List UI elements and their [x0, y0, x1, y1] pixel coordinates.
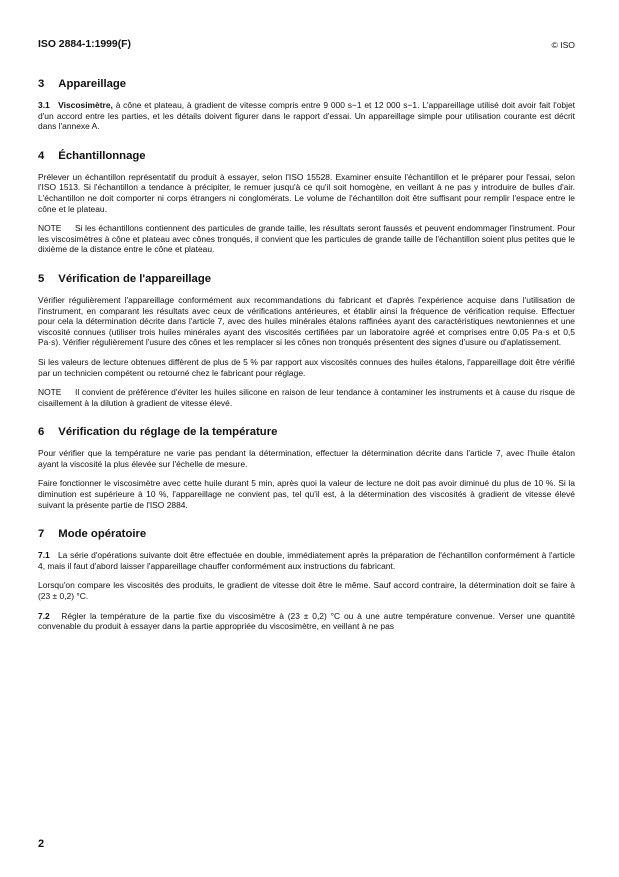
section-5-title: Vérification de l'appareillage	[58, 272, 212, 285]
section-4-number: 4	[38, 149, 45, 162]
clause-7-2-text: Régler la température de la partie fixe du viscosimètre à (23 ± 0,2) °C ou à une autre température convenue. Verser une quantité convenable du produit à essayer dans la partie appropriée du viscosimètre, en veillant à ne pas	[38, 610, 575, 632]
section-7-heading	[38, 527, 575, 541]
note-label: NOTE	[38, 223, 62, 234]
section-5	[38, 272, 575, 408]
section-5-number: 5	[38, 272, 45, 285]
section-6	[38, 425, 575, 510]
section-5-note	[38, 387, 575, 408]
section-3-number: 3	[38, 78, 45, 90]
note-text: Si les échantillons contiennent des particules de grande taille, les résultats seront faussés et peuvent endommager l'instrument. Pour les viscosimètres à cône et plateau avec cônes tronqués, il convient que les particules de grande taille de l'échantillon soient plus petites que le dixième de la distance entre le cône et plateau.	[38, 223, 575, 255]
clause-7-1-number: 7.1	[38, 550, 50, 561]
clause-3-1-number: 3.1	[38, 100, 50, 110]
clause-7-2-number: 7.2	[38, 610, 50, 621]
section-7-number: 7	[38, 528, 45, 541]
section-3-paragraph-1	[38, 100, 575, 132]
section-5-paragraph-2: Si les valeurs de lecture obtenues diffèrent de plus de 5 % par rapport aux viscosités connues des huiles étalons, l'appareillage doit être vérifié par un technicien compétent ou retourné chez le fabricant pour réglage.	[38, 356, 575, 378]
copyright-mark: © ISO	[551, 40, 575, 50]
note-text: Il convient de préférence d'éviter les huiles silicone en raison de leur tendance à contaminer les instruments et à cause du risque de cisaillement à la dilution à gradient de vitesse élevé.	[38, 387, 575, 408]
section-6-paragraph-2: Faire fonctionner le viscosimètre avec cette huile durant 5 min, après quoi la valeur de lecture ne doit pas avoir diminué du plus de 10 %. Si la diminution est supérieure à 10 %, l'appareillage ne convient pas, tel qu'il est, à la détermination des viscosités à gradient de vitesse élevé suivant la présente partie de l'ISO 2884.	[38, 478, 575, 510]
clause-7-1-text: La série d'opérations suivante doit être effectuée en double, immédiatement après la préparation de l'échantillon conformément à l'article 4, mais il faut d'abord laisser l'appareillage chauffer conformément aux instructions du fabricant.	[38, 550, 575, 571]
section-5-heading	[38, 272, 575, 286]
section-3	[38, 77, 575, 132]
section-5-paragraph-1: Vérifier régulièrement l'appareillage conformément aux recommandations du fabricant et d'après l'expérience acquise dans l'utilisation de l'instrument, en comparant les résultats avec ceux de vérifications antérieures, et établir ainsi la fréquence de vérification requise. Effectuer pour cela la détermination décrite dans l'article 7, avec des huiles minérales étalons raffinées ayant des caractéristiques newtoniennes et une viscosité connues (utiliser trois huiles minérales ayant des viscosités certifiées par un laboratoire agréé et comprises entre 0,05 Pa·s et 0,5 Pa·s). Vérifier régulièrement l'usure des cônes et les remplacer si les cônes non tronqués présentent des signes d'usure ou d'aplatissement.	[38, 294, 575, 348]
section-7-paragraph-1	[38, 550, 575, 571]
section-6-heading	[38, 425, 575, 439]
clause-3-1-text: à cône et plateau, à gradient de vitesse compris entre 9 000 s−1 et 12 000 s−1. L'appareillage utilisé doit avoir fait l'objet d'un accord entre les parties, et les détails doivent figurer dans le rapport d'essai. Un appareillage simple pour utilisation courante est décrit dans l'annexe A.	[38, 100, 575, 132]
section-4-paragraph-1: Prélever un échantillon représentatif du produit à essayer, selon l'ISO 15528. Examiner ensuite l'échantillon et le préparer pour l'essai, selon l'ISO 1513. Si l'échantillon a tendance à précipiter, le remuer jusqu'à ce qu'il soit homogène, en veillant à ne pas y introduire de bulles d'air. L'échantillon ne doit comporter ni corps étrangers ni conglomérats. Le volume de l'échantillon doit être suffisant pour remplir l'espace entre le cône et le plateau.	[38, 171, 575, 214]
page-number: 2	[38, 838, 45, 850]
page-header	[38, 39, 575, 53]
section-6-title: Vérification du réglage de la température	[58, 426, 278, 439]
section-6-number: 6	[38, 426, 45, 439]
standard-id: ISO 2884-1:1999(F)	[38, 39, 131, 50]
section-6-paragraph-1: Pour vérifier que la température ne varie pas pendant la détermination, effectuer la détermination décrite dans l'article 7, avec l'huile étalon ayant la viscosité la plus élevée sur l'échelle de mesure.	[38, 448, 575, 469]
section-4	[38, 149, 575, 255]
section-3-title: Appareillage	[58, 78, 127, 90]
clause-3-1-term: Viscosimètre,	[58, 100, 113, 110]
document-body	[38, 77, 575, 649]
section-4-heading	[38, 149, 575, 163]
section-7-paragraph-2: Lorsqu'on compare les viscosités des produits, le gradient de vitesse doit être le même. Sauf accord contraire, la détermination doit se faire à (23 ± 0,2) °C.	[38, 580, 575, 602]
section-4-title: Échantillonnage	[58, 149, 146, 162]
section-3-heading	[38, 77, 575, 91]
note-label: NOTE	[38, 387, 62, 398]
section-4-note	[38, 223, 575, 255]
section-7-title: Mode opératoire	[58, 528, 147, 541]
section-7-paragraph-3	[38, 611, 575, 632]
section-7	[38, 527, 575, 632]
